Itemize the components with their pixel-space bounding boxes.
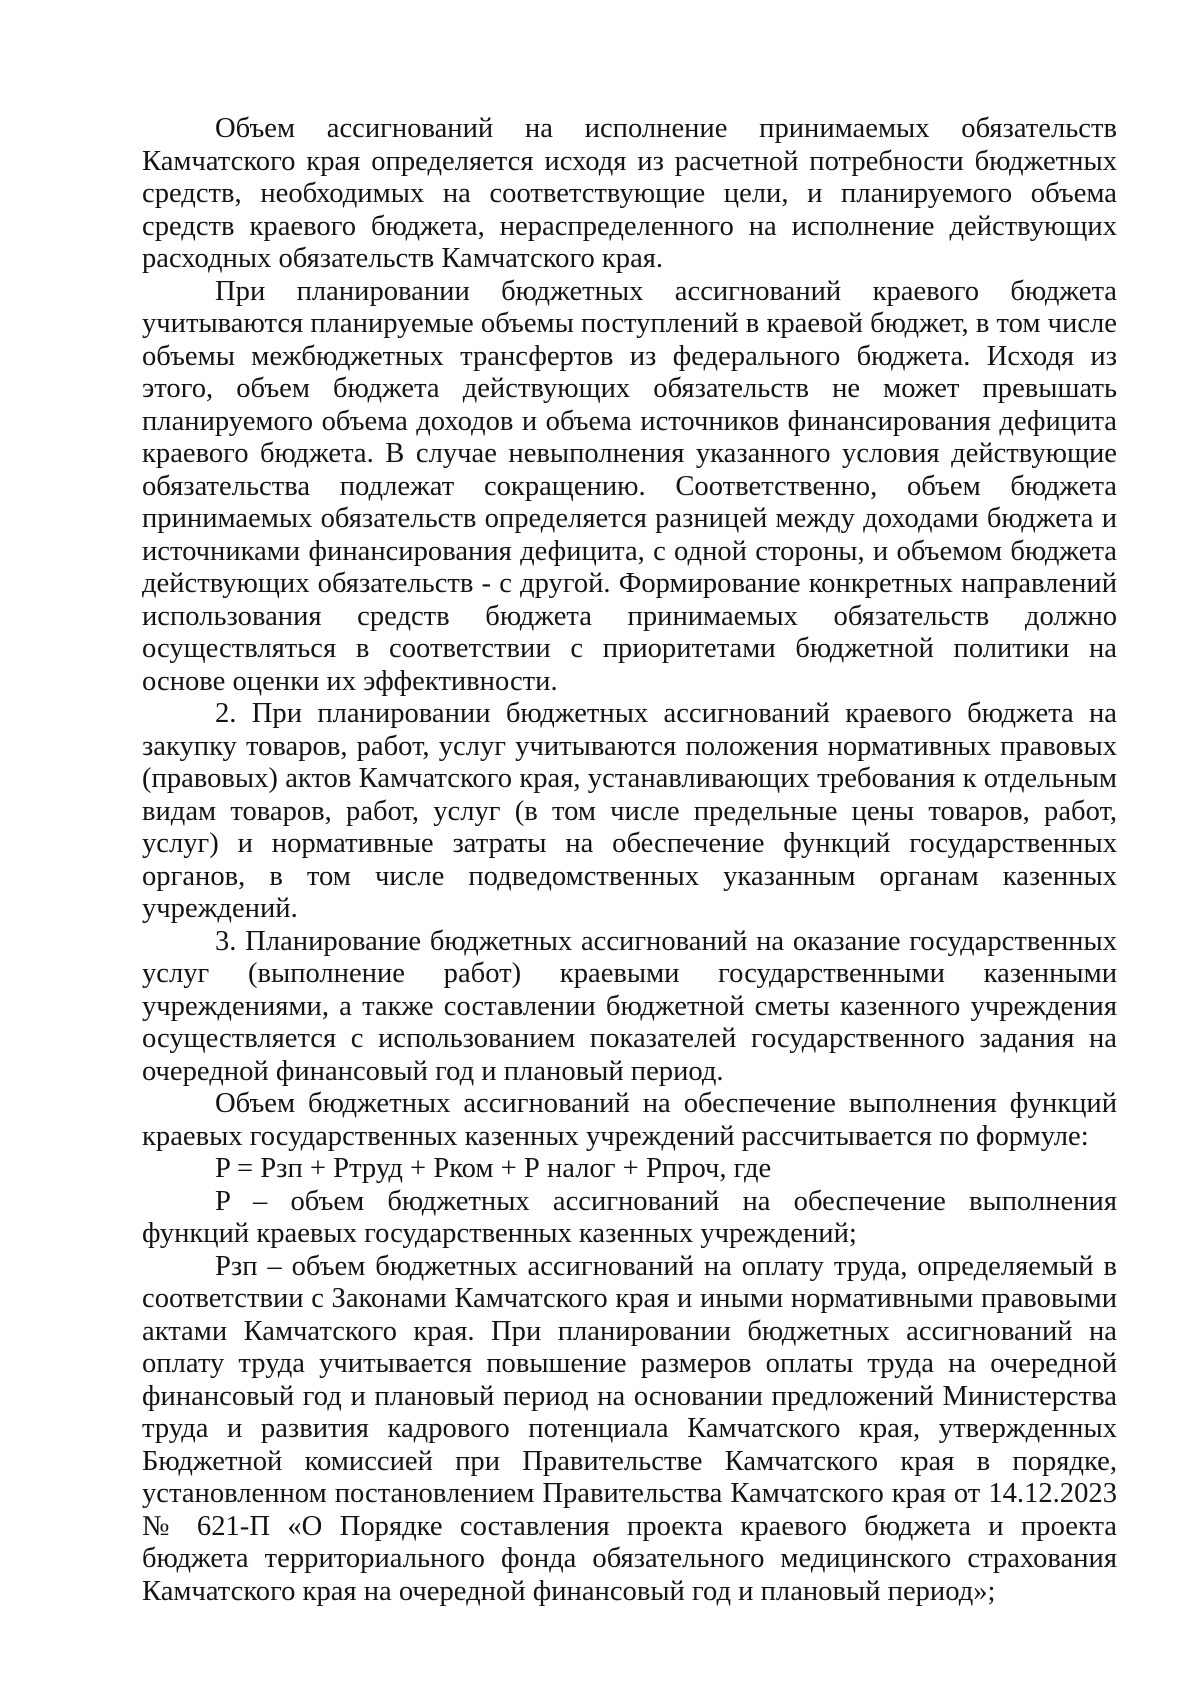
paragraph-rzp-definition: Рзп – объем бюджетных ассигнований на оплату труда, определяемый в соответствии с Законами Камчатского края и иными нормативными правовыми актами Камчатского края. При планировании бюджетных ассигнований на оплату труда учитывается повышение размеров оплаты труда на очередной финансовый год и плановый период на основании предложений Министерства труда и развития кадрового потенциала Камчатского края, утвержденных Бюджетной комиссией при Правительстве Камчатского края в порядке, установленном постановлением Правительства Камчатского края от 14.12.2023 № 621-П «О Порядке составления проекта краевого бюджета и проекта бюджета территориального фонда обязательного медицинского страхования Камчатского края на очередной финансовый год и плановый период»; <box>142 1250 1117 1607</box>
paragraph-assignments-volume: Объем ассигнований на исполнение принимаемых обязательств Камчатского края определяется исходя из расчетной потребности бюджетных средств, необходимых на соответствующие цели, и планируемого объема средств краевого бюджета, нераспределенного на исполнение действующих расходных обязательств Камчатского края. <box>142 113 1117 274</box>
paragraph-formula: P = Рзп + Ртруд + Рком + Р налог + Рпроч, где <box>215 1153 772 1184</box>
paragraph-state-services: 3. Планирование бюджетных ассигнований на оказание государственных услуг (выполнение работ) краевыми государственными казенными учреждениями, а также составлении бюджетной сметы казенного учреждения осуществляется с использованием показателей государственного задания на очередной финансовый год и плановый период. <box>142 925 1117 1087</box>
paragraph-p-definition: P – объем бюджетных ассигнований на обеспечение выполнения функций краевых государственных казенных учреждений; <box>142 1185 1117 1249</box>
paragraph-formula-intro: Объем бюджетных ассигнований на обеспечение выполнения функций краевых государственных казенных учреждений рассчитывается по формуле: <box>142 1088 1117 1152</box>
document-body <box>142 113 1117 1608</box>
paragraph-procurement: 2. При планировании бюджетных ассигнований краевого бюджета на закупку товаров, работ, услуг учитываются положения нормативных правовых (правовых) актов Камчатского края, устанавливающих требования к отдельным видам товаров, работ, услуг (в том числе предельные цены товаров, работ, услуг) и нормативные затраты на обеспечение функций государственных органов, в том числе подведомственных указанным органам казенных учреждений. <box>142 698 1117 924</box>
paragraph-budget-planning: При планировании бюджетных ассигнований краевого бюджета учитываются планируемые объемы поступлений в краевой бюджет, в том числе объемы межбюджетных трансфертов из федерального бюджета. Исходя из этого, объем бюджета действующих обязательств не может превышать планируемого объема доходов и объема источников финансирования дефицита краевого бюджета. В случае невыполнения указанного условия действующие обязательства подлежат сокращению. Соответственно, объем бюджета принимаемых обязательств определяется разницей между доходами бюджета и источниками финансирования дефицита, с одной стороны, и объемом бюджета действующих обязательств - с другой. Формирование конкретных направлений использования средств бюджета принимаемых обязательств должно осуществляться в соответствии с приоритетами бюджетной политики на основе оценки их эффективности. <box>142 275 1117 697</box>
